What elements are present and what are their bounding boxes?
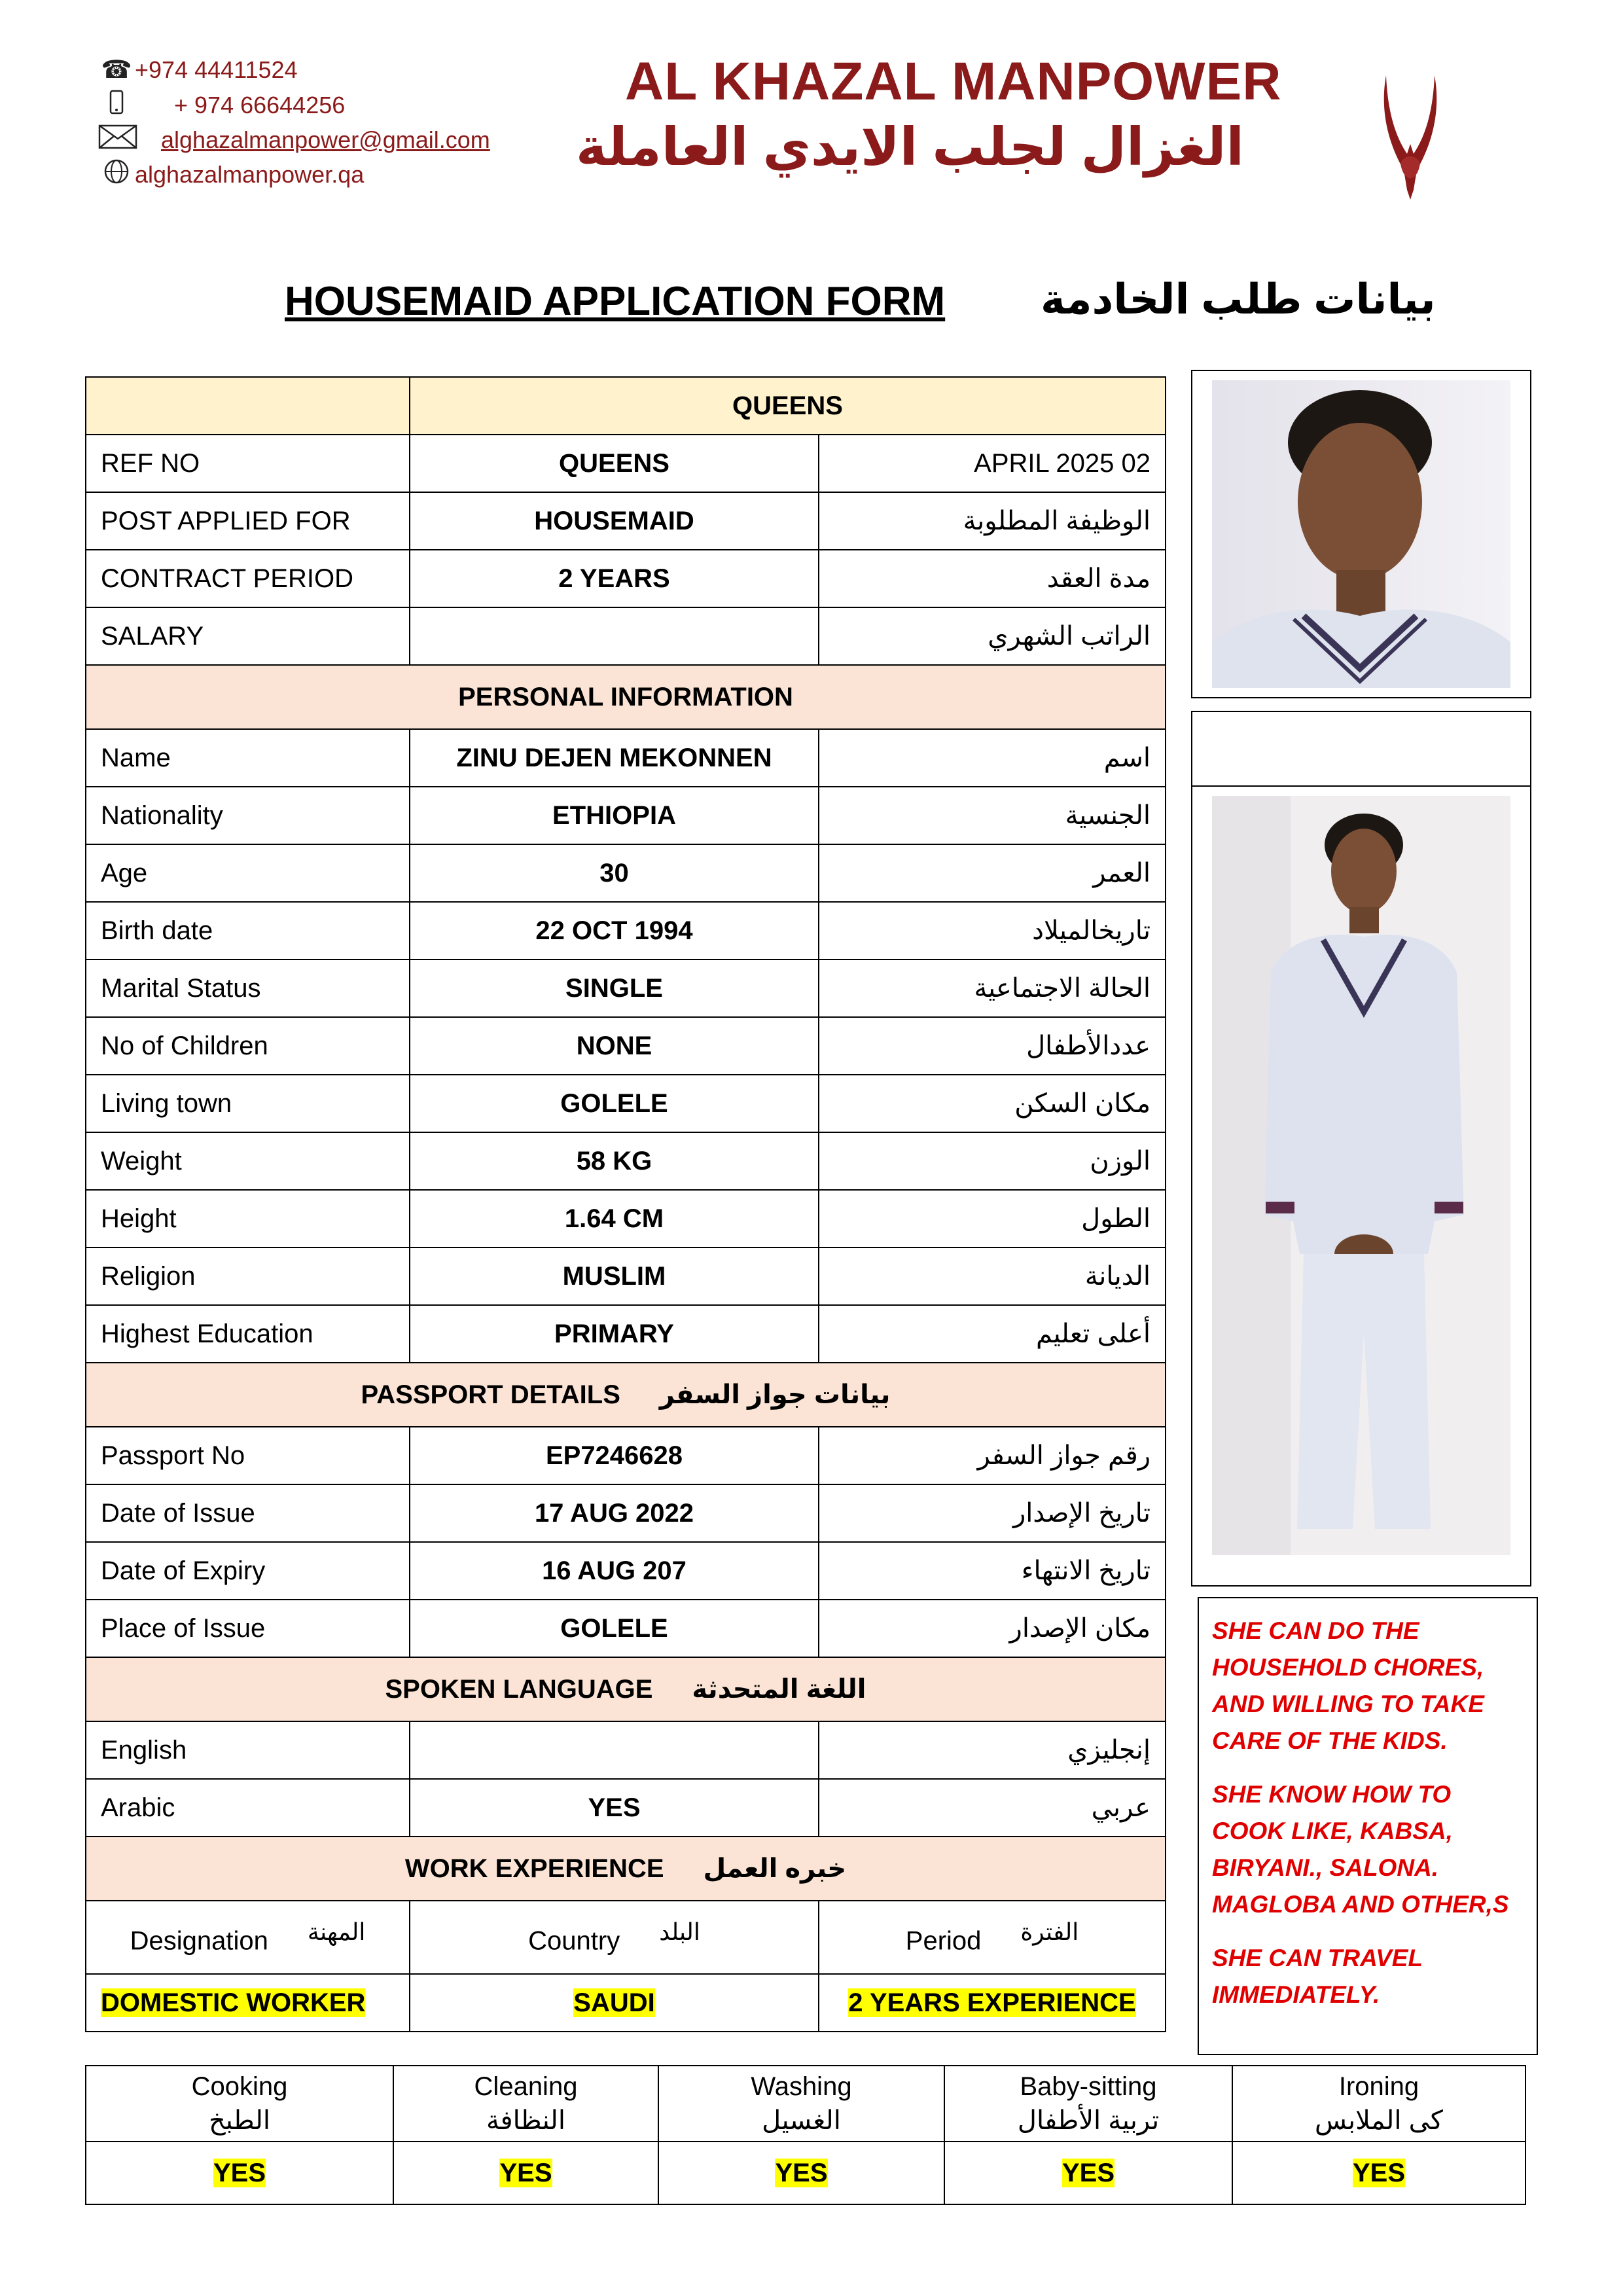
nationality-row (86, 787, 1166, 844)
no-of-children-label: No of Children (86, 1017, 410, 1075)
email-link[interactable]: alghazalmanpower@gmail.com (161, 126, 490, 153)
note-household: SHE CAN DO THE HOUSEHOLD CHORES, AND WILLING TO TAKE CARE OF THE KIDS. (1212, 1617, 1484, 1754)
note-travel: SHE CAN TRAVEL IMMEDIATELY. (1212, 1945, 1423, 2008)
work-value-designation: DOMESTIC WORKER (101, 1988, 366, 2017)
contact-phone (98, 55, 298, 84)
envelope-icon (98, 124, 135, 156)
height-label: Height (86, 1190, 410, 1247)
nationality-arabic: الجنسية (819, 787, 1166, 844)
language-arabic-value: YES (410, 1779, 819, 1837)
language-english-arabic: إنجليزي (819, 1721, 1166, 1779)
living-town-row (86, 1075, 1166, 1132)
religion-row (86, 1247, 1166, 1305)
skill-cleaning-cell (393, 2142, 658, 2204)
date-of-issue-label: Date of Issue (86, 1484, 410, 1542)
birth-date-row (86, 902, 1166, 960)
contract-period-arabic: مدة العقد (819, 550, 1166, 607)
work-header-designation-en: Designation (130, 1926, 268, 1956)
salary-value (410, 607, 819, 665)
personal-info-section-header (86, 665, 1166, 729)
skill-cooking-header (86, 2066, 393, 2142)
salary-label: SALARY (86, 607, 410, 665)
skill-cooking-label: Cooking (191, 2072, 288, 2101)
language-english-label: English (86, 1721, 410, 1779)
post-applied-for-label: POST APPLIED FOR (86, 492, 410, 550)
work-experience-section-header (86, 1837, 1166, 1901)
salary-arabic: الراتب الشهري (819, 607, 1166, 665)
fullbody-photo-frame (1191, 785, 1531, 1587)
contract-period-row (86, 550, 1166, 607)
skill-cleaning-label-ar: النظافة (486, 2106, 565, 2135)
work-header-designation (86, 1901, 410, 1974)
form-title-ar: بيانات طلب الخادمة (1041, 276, 1436, 323)
living-town-label: Living town (86, 1075, 410, 1132)
weight-arabic: الوزن (819, 1132, 1166, 1190)
skill-cooking-label-ar: الطبخ (208, 2106, 270, 2135)
work-value-period: 2 YEARS EXPERIENCE (848, 1988, 1136, 2017)
highest-education-label: Highest Education (86, 1305, 410, 1363)
language-arabic-row (86, 1779, 1166, 1837)
phone-text: +974 44411524 (135, 56, 298, 83)
date-of-expiry-label: Date of Expiry (86, 1542, 410, 1600)
passport-section-header (86, 1363, 1166, 1427)
age-value: 30 (410, 844, 819, 902)
skill-ironing-header (1232, 2066, 1525, 2142)
language-english-value (410, 1721, 819, 1779)
top-header-row (86, 377, 1166, 435)
skill-washing-value: YES (775, 2158, 828, 2187)
work-header-row (86, 1901, 1166, 1974)
company-name-en: AL KHAZAL MANPOWER (625, 52, 1282, 111)
work-values-row (86, 1974, 1166, 2032)
salary-row (86, 607, 1166, 665)
work-header-period (819, 1901, 1166, 1974)
passport-section-title-ar: بيانات جواز السفر (659, 1380, 891, 1409)
skill-cooking-value: YES (213, 2158, 266, 2187)
company-name-ar: الغزال لجلب الايدي العاملة (576, 118, 1244, 176)
skill-washing-label-ar: الغسيل (762, 2106, 841, 2135)
religion-value: MUSLIM (410, 1247, 819, 1305)
date-of-issue-row (86, 1484, 1166, 1542)
skills-table (85, 2065, 1526, 2205)
no-of-children-row (86, 1017, 1166, 1075)
age-row (86, 844, 1166, 902)
name-label: Name (86, 729, 410, 787)
contact-email[interactable] (98, 124, 490, 156)
weight-value: 58 KG (410, 1132, 819, 1190)
passport-no-label: Passport No (86, 1427, 410, 1484)
highest-education-row (86, 1305, 1166, 1363)
work-header-country-ar: البلد (659, 1918, 700, 1946)
contract-period-label: CONTRACT PERIOD (86, 550, 410, 607)
age-arabic: العمر (819, 844, 1166, 902)
no-of-children-arabic: عددالأطفال (819, 1017, 1166, 1075)
skill-ironing-label: Ironing (1338, 2072, 1419, 2101)
language-arabic-arabic: عربي (819, 1779, 1166, 1837)
height-row (86, 1190, 1166, 1247)
weight-row (86, 1132, 1166, 1190)
place-of-issue-arabic: مكان الإصدار (819, 1600, 1166, 1657)
name-value: ZINU DEJEN MEKONNEN (410, 729, 819, 787)
note-cooking: SHE KNOW HOW TO COOK LIKE, KABSA, BIRYANI., SALONA. MAGLOBA AND OTHER,S (1212, 1781, 1509, 1918)
skill-ironing-cell (1232, 2142, 1525, 2204)
highest-education-value: PRIMARY (410, 1305, 819, 1363)
work-value-period-cell (819, 1974, 1166, 2032)
language-arabic-label: Arabic (86, 1779, 410, 1837)
weight-label: Weight (86, 1132, 410, 1190)
top-header-blank (86, 377, 410, 435)
marital-status-label: Marital Status (86, 960, 410, 1017)
work-experience-section-title: WORK EXPERIENCE (404, 1854, 664, 1883)
age-label: Age (86, 844, 410, 902)
application-table (85, 376, 1166, 2032)
mobile-text: + 974 66644256 (174, 92, 346, 118)
skill-ironing-label-ar: کی الملابس (1315, 2106, 1443, 2135)
passport-section-title: PASSPORT DETAILS (361, 1380, 620, 1409)
work-value-country-cell (410, 1974, 819, 2032)
empty-photo-cell (1191, 711, 1531, 789)
work-experience-section-title-ar: خبره العمل (703, 1854, 847, 1883)
language-section-title-ar: اللغة المتحدثة (692, 1675, 866, 1704)
language-section-header (86, 1657, 1166, 1721)
website-text[interactable]: alghazalmanpower.qa (135, 161, 365, 188)
mobile-phone-icon (98, 90, 135, 121)
passport-no-row (86, 1427, 1166, 1484)
language-section-title: SPOKEN LANGUAGE (385, 1675, 653, 1704)
form-title: HOUSEMAID APPLICATION FORM (285, 279, 946, 324)
passport-section-row (86, 1363, 1166, 1427)
top-header: QUEENS (410, 377, 1166, 435)
nationality-label: Nationality (86, 787, 410, 844)
skill-washing-label: Washing (751, 2072, 852, 2101)
skills-header-row (86, 2066, 1525, 2142)
date-of-expiry-arabic: تاريخ الانتهاء (819, 1542, 1166, 1600)
work-header-period-en: Period (905, 1926, 982, 1956)
place-of-issue-label: Place of Issue (86, 1600, 410, 1657)
ref-no-row (86, 435, 1166, 492)
fullbody-photo (1212, 796, 1510, 1555)
post-applied-for-value: HOUSEMAID (410, 492, 819, 550)
marital-status-arabic: الحالة الاجتماعية (819, 960, 1166, 1017)
telephone-icon: ☎ (101, 56, 132, 84)
skills-value-row (86, 2142, 1525, 2204)
birth-date-arabic: تاريخالميلاد (819, 902, 1166, 960)
ref-no-label: REF NO (86, 435, 410, 492)
skill-baby-sitting-value: YES (1061, 2158, 1115, 2187)
skill-ironing-value: YES (1352, 2158, 1406, 2187)
name-arabic: اسم (819, 729, 1166, 787)
skill-baby-sitting-label: Baby-sitting (1020, 2072, 1157, 2101)
work-header-designation-ar: المهنة (307, 1918, 366, 1946)
contract-period-value: 2 YEARS (410, 550, 819, 607)
work-header-period-ar: الفترة (1020, 1918, 1079, 1946)
work-experience-section-row (86, 1837, 1166, 1901)
work-value-designation-cell (86, 1974, 410, 2032)
height-value: 1.64 CM (410, 1190, 819, 1247)
skill-baby-sitting-header (944, 2066, 1232, 2142)
marital-status-row (86, 960, 1166, 1017)
portrait-photo (1212, 380, 1510, 688)
personal-info-section-title: PERSONAL INFORMATION (458, 682, 793, 711)
place-of-issue-value: GOLELE (410, 1600, 819, 1657)
religion-arabic: الديانة (819, 1247, 1166, 1305)
place-of-issue-row (86, 1600, 1166, 1657)
work-value-country: SAUDI (573, 1988, 655, 2017)
globe-icon (98, 158, 135, 191)
birth-date-label: Birth date (86, 902, 410, 960)
skill-baby-sitting-cell (944, 2142, 1232, 2204)
work-header-country-en: Country (528, 1926, 620, 1956)
ref-no-value: QUEENS (410, 435, 819, 492)
contact-mobile (98, 90, 345, 121)
date-of-expiry-value: 16 AUG 207 (410, 1542, 819, 1600)
post-applied-for-arabic: الوظيفة المطلوبة (819, 492, 1166, 550)
candidate-notes (1198, 1597, 1538, 2055)
contact-website[interactable] (98, 158, 364, 191)
no-of-children-value: NONE (410, 1017, 819, 1075)
language-english-row (86, 1721, 1166, 1779)
skill-cleaning-label: Cleaning (474, 2072, 578, 2101)
gazelle-logo-icon (1374, 72, 1446, 203)
height-arabic: الطول (819, 1190, 1166, 1247)
date-of-expiry-row (86, 1542, 1166, 1600)
date-of-issue-arabic: تاريخ الإصدار (819, 1484, 1166, 1542)
skill-washing-header (658, 2066, 944, 2142)
work-header-country (410, 1901, 819, 1974)
post-applied-for-row (86, 492, 1166, 550)
skill-cooking-cell (86, 2142, 393, 2204)
nationality-value: ETHIOPIA (410, 787, 819, 844)
living-town-arabic: مكان السكن (819, 1075, 1166, 1132)
ref-no-arabic: 02 APRIL 2025 (819, 435, 1166, 492)
passport-no-arabic: رقم جواز السفر (819, 1427, 1166, 1484)
skill-cleaning-header (393, 2066, 658, 2142)
passport-no-value: EP7246628 (410, 1427, 819, 1484)
living-town-value: GOLELE (410, 1075, 819, 1132)
skill-cleaning-value: YES (499, 2158, 552, 2187)
portrait-photo-frame (1191, 370, 1531, 698)
marital-status-value: SINGLE (410, 960, 819, 1017)
name-row (86, 729, 1166, 787)
birth-date-value: 22 OCT 1994 (410, 902, 819, 960)
religion-label: Religion (86, 1247, 410, 1305)
highest-education-arabic: أعلى تعليم (819, 1305, 1166, 1363)
language-section-row (86, 1657, 1166, 1721)
personal-info-section-row (86, 665, 1166, 729)
date-of-issue-value: 17 AUG 2022 (410, 1484, 819, 1542)
skill-washing-cell (658, 2142, 944, 2204)
skill-baby-sitting-label-ar: تربية الأطفال (1017, 2106, 1160, 2135)
